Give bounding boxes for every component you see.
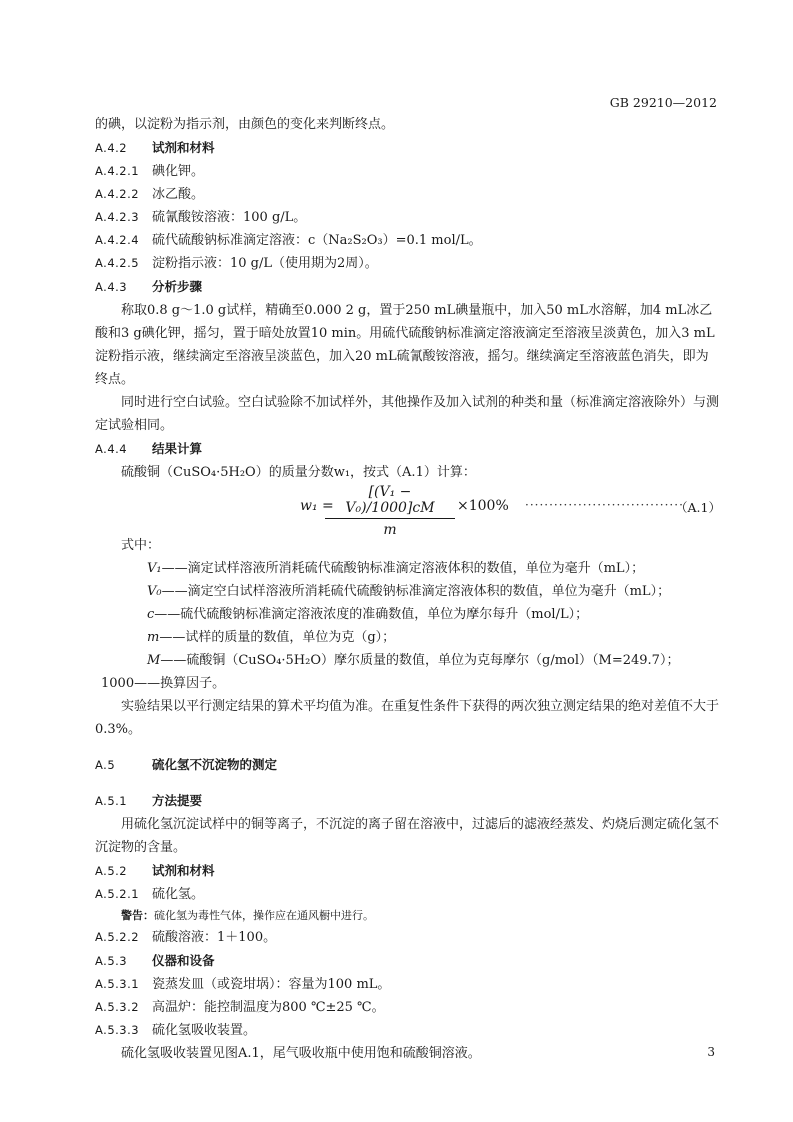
variable-text: ——硫酸铜（CuSO₄·5H₂O）摩尔质量的数值，单位为克每摩尔（g/mol）（M=249.7）； (160, 653, 680, 668)
variable-definition (95, 649, 721, 672)
variable-text: ——滴定空白试样溶液所消耗硫代硫酸钠标准滴定溶液体积的数值，单位为毫升（mL）； (161, 584, 671, 599)
blank-test-paragraph: 同时进行空白试验。空白试验除不加试样外，其他操作及加入试剂的种类和量（标准滴定溶液除外）与测定试验相同。 (95, 395, 720, 433)
clause-text: 碘化钾。 (152, 164, 205, 179)
clause-number: A.5.2.2 (95, 930, 140, 944)
equation-number: （A.1） (675, 500, 721, 515)
clause-item (95, 183, 721, 206)
clause-number: A.5.3.2 (95, 1000, 140, 1014)
clause-heading (95, 789, 721, 813)
variable-definition (95, 672, 721, 695)
clause-number: A.5.3.1 (95, 977, 140, 991)
variable-symbol: c (147, 607, 155, 622)
clause-text: 硫酸溶液：1＋100。 (152, 930, 277, 945)
page-number: 3 (707, 1045, 715, 1059)
clause-heading (95, 136, 721, 160)
formula-a1 (95, 484, 721, 538)
clause-text: 淀粉指示液：10 g/L（使用期为2周）。 (152, 256, 378, 271)
clause-number: A.4.2 (95, 141, 128, 155)
clause-text: 硫化氢。 (152, 887, 205, 902)
warning-text: 硫化氢为毒性气体，操作应在通风橱中进行。 (154, 909, 374, 922)
clause-item (95, 252, 721, 275)
clause-text: 硫化氢吸收装置。 (152, 1023, 257, 1038)
clause-item (95, 160, 721, 183)
procedure-paragraph: 称取0.8 g～1.0 g试样，精确至0.000 2 g，置于250 mL碘量瓶中，加入50 mL水溶解，加4 mL冰乙酸和3 g碘化钾，摇匀，置于暗处放置10 min。用硫代硫酸钠标准滴定溶液滴定至溶液呈淡黄色，加入3 mL淀粉指示液，继续滴定至溶液呈淡蓝色，加入20 mL硫氰酸铵溶液，摇匀。继续滴定至溶液蓝色消失，即为终点。 (95, 303, 715, 387)
apparatus-paragraph: 硫化氢吸收装置见图A.1，尾气吸收瓶中使用饱和硫酸铜溶液。 (121, 1046, 481, 1061)
clause-text: 冰乙酸。 (152, 187, 205, 202)
formula-leader-dots: ································· (525, 498, 684, 512)
clause-text: 高温炉：能控制温度为800 ℃±25 ℃。 (152, 1000, 385, 1015)
clause-heading (95, 275, 721, 299)
clause-number: A.4.2.3 (95, 210, 140, 224)
document-body (95, 113, 721, 1065)
clause-number: A.4.3 (95, 280, 128, 294)
variable-text: ——试样的质量的数值，单位为克（g）； (159, 630, 396, 645)
variable-definition (95, 557, 721, 580)
precision-paragraph: 实验结果以平行测定结果的算术平均值为准。在重复性条件下获得的两次独立测定结果的绝对差值不大于0.3%。 (95, 699, 720, 737)
clause-number: A.5.3 (95, 954, 128, 968)
formula-fraction (325, 484, 455, 538)
clause-text: 硫氰酸铵溶液：100 g/L。 (152, 210, 307, 225)
clause-item (95, 996, 721, 1019)
text-line: 的碘，以淀粉为指示剂，由颜色的变化来判断终点。 (95, 117, 395, 132)
warning-label: 警告： (121, 909, 154, 922)
variable-symbol: m (147, 630, 160, 645)
clause-item (95, 926, 721, 949)
formula-intro: 硫酸铜（CuSO₄·5H₂O）的质量分数w₁，按式（A.1）计算： (121, 465, 476, 480)
clause-number: A.4.2.4 (95, 233, 140, 247)
variable-symbol: 1000 (101, 676, 135, 691)
clause-text: 硫代硫酸钠标准滴定溶液：c（Na₂S₂O₃）=0.1 mol/L。 (152, 233, 482, 248)
variable-definition (95, 580, 721, 603)
clause-title: 分析步骤 (152, 279, 203, 294)
clause-number: A.4.2.2 (95, 187, 140, 201)
where-label: 式中： (121, 538, 161, 553)
formula-lhs: w₁ = (300, 498, 334, 514)
clause-number: A.4.4 (95, 442, 128, 456)
clause-item (95, 973, 721, 996)
clause-number: A.4.2.5 (95, 256, 140, 270)
variable-symbol: M (147, 653, 161, 668)
section-number: A.5 (95, 758, 116, 772)
clause-item (95, 1019, 721, 1042)
clause-title: 仪器和设备 (152, 953, 215, 968)
section-heading (95, 753, 721, 777)
variable-definition (95, 603, 721, 626)
clause-title: 试剂和材料 (152, 140, 215, 155)
section-title: 硫化氢不沉淀物的测定 (152, 757, 278, 772)
clause-item (95, 229, 721, 252)
clause-number: A.5.2.1 (95, 887, 140, 901)
standard-number: GB 29210—2012 (609, 95, 717, 110)
clause-number: A.4.2.1 (95, 164, 140, 178)
formula-numerator: [(V₁ − V₀)/1000]cM (325, 484, 455, 519)
clause-title: 方法提要 (152, 793, 203, 808)
clause-number: A.5.2 (95, 864, 128, 878)
clause-text: 瓷蒸发皿（或瓷坩埚）：容量为100 mL。 (152, 977, 391, 992)
variable-text: ——硫代硫酸钠标准滴定溶液浓度的准确数值，单位为摩尔每升（mol/L）； (154, 607, 589, 622)
clause-heading (95, 859, 721, 883)
clause-item (95, 883, 721, 906)
clause-title: 试剂和材料 (152, 863, 215, 878)
clause-heading (95, 437, 721, 461)
method-summary-paragraph: 用硫化氢沉淀试样中的铜等离子，不沉淀的离子留在溶液中，过滤后的滤液经蒸发、灼烧后测定硫化氢不沉淀物的含量。 (95, 817, 720, 855)
warning-note (95, 906, 721, 926)
clause-title: 结果计算 (152, 441, 203, 456)
variable-symbol: V₀ (147, 584, 162, 599)
variable-symbol: V₁ (147, 561, 162, 576)
clause-number: A.5.3.3 (95, 1023, 140, 1037)
clause-number: A.5.1 (95, 794, 128, 808)
formula-factor: ×100% (457, 498, 509, 514)
clause-item (95, 206, 721, 229)
variable-definition (95, 626, 721, 649)
variable-text: ——滴定试样溶液所消耗硫代硫酸钠标准滴定溶液体积的数值，单位为毫升（mL）； (161, 561, 645, 576)
clause-heading (95, 949, 721, 973)
variable-text: ——换算因子。 (134, 676, 226, 691)
formula-denominator: m (383, 522, 397, 538)
